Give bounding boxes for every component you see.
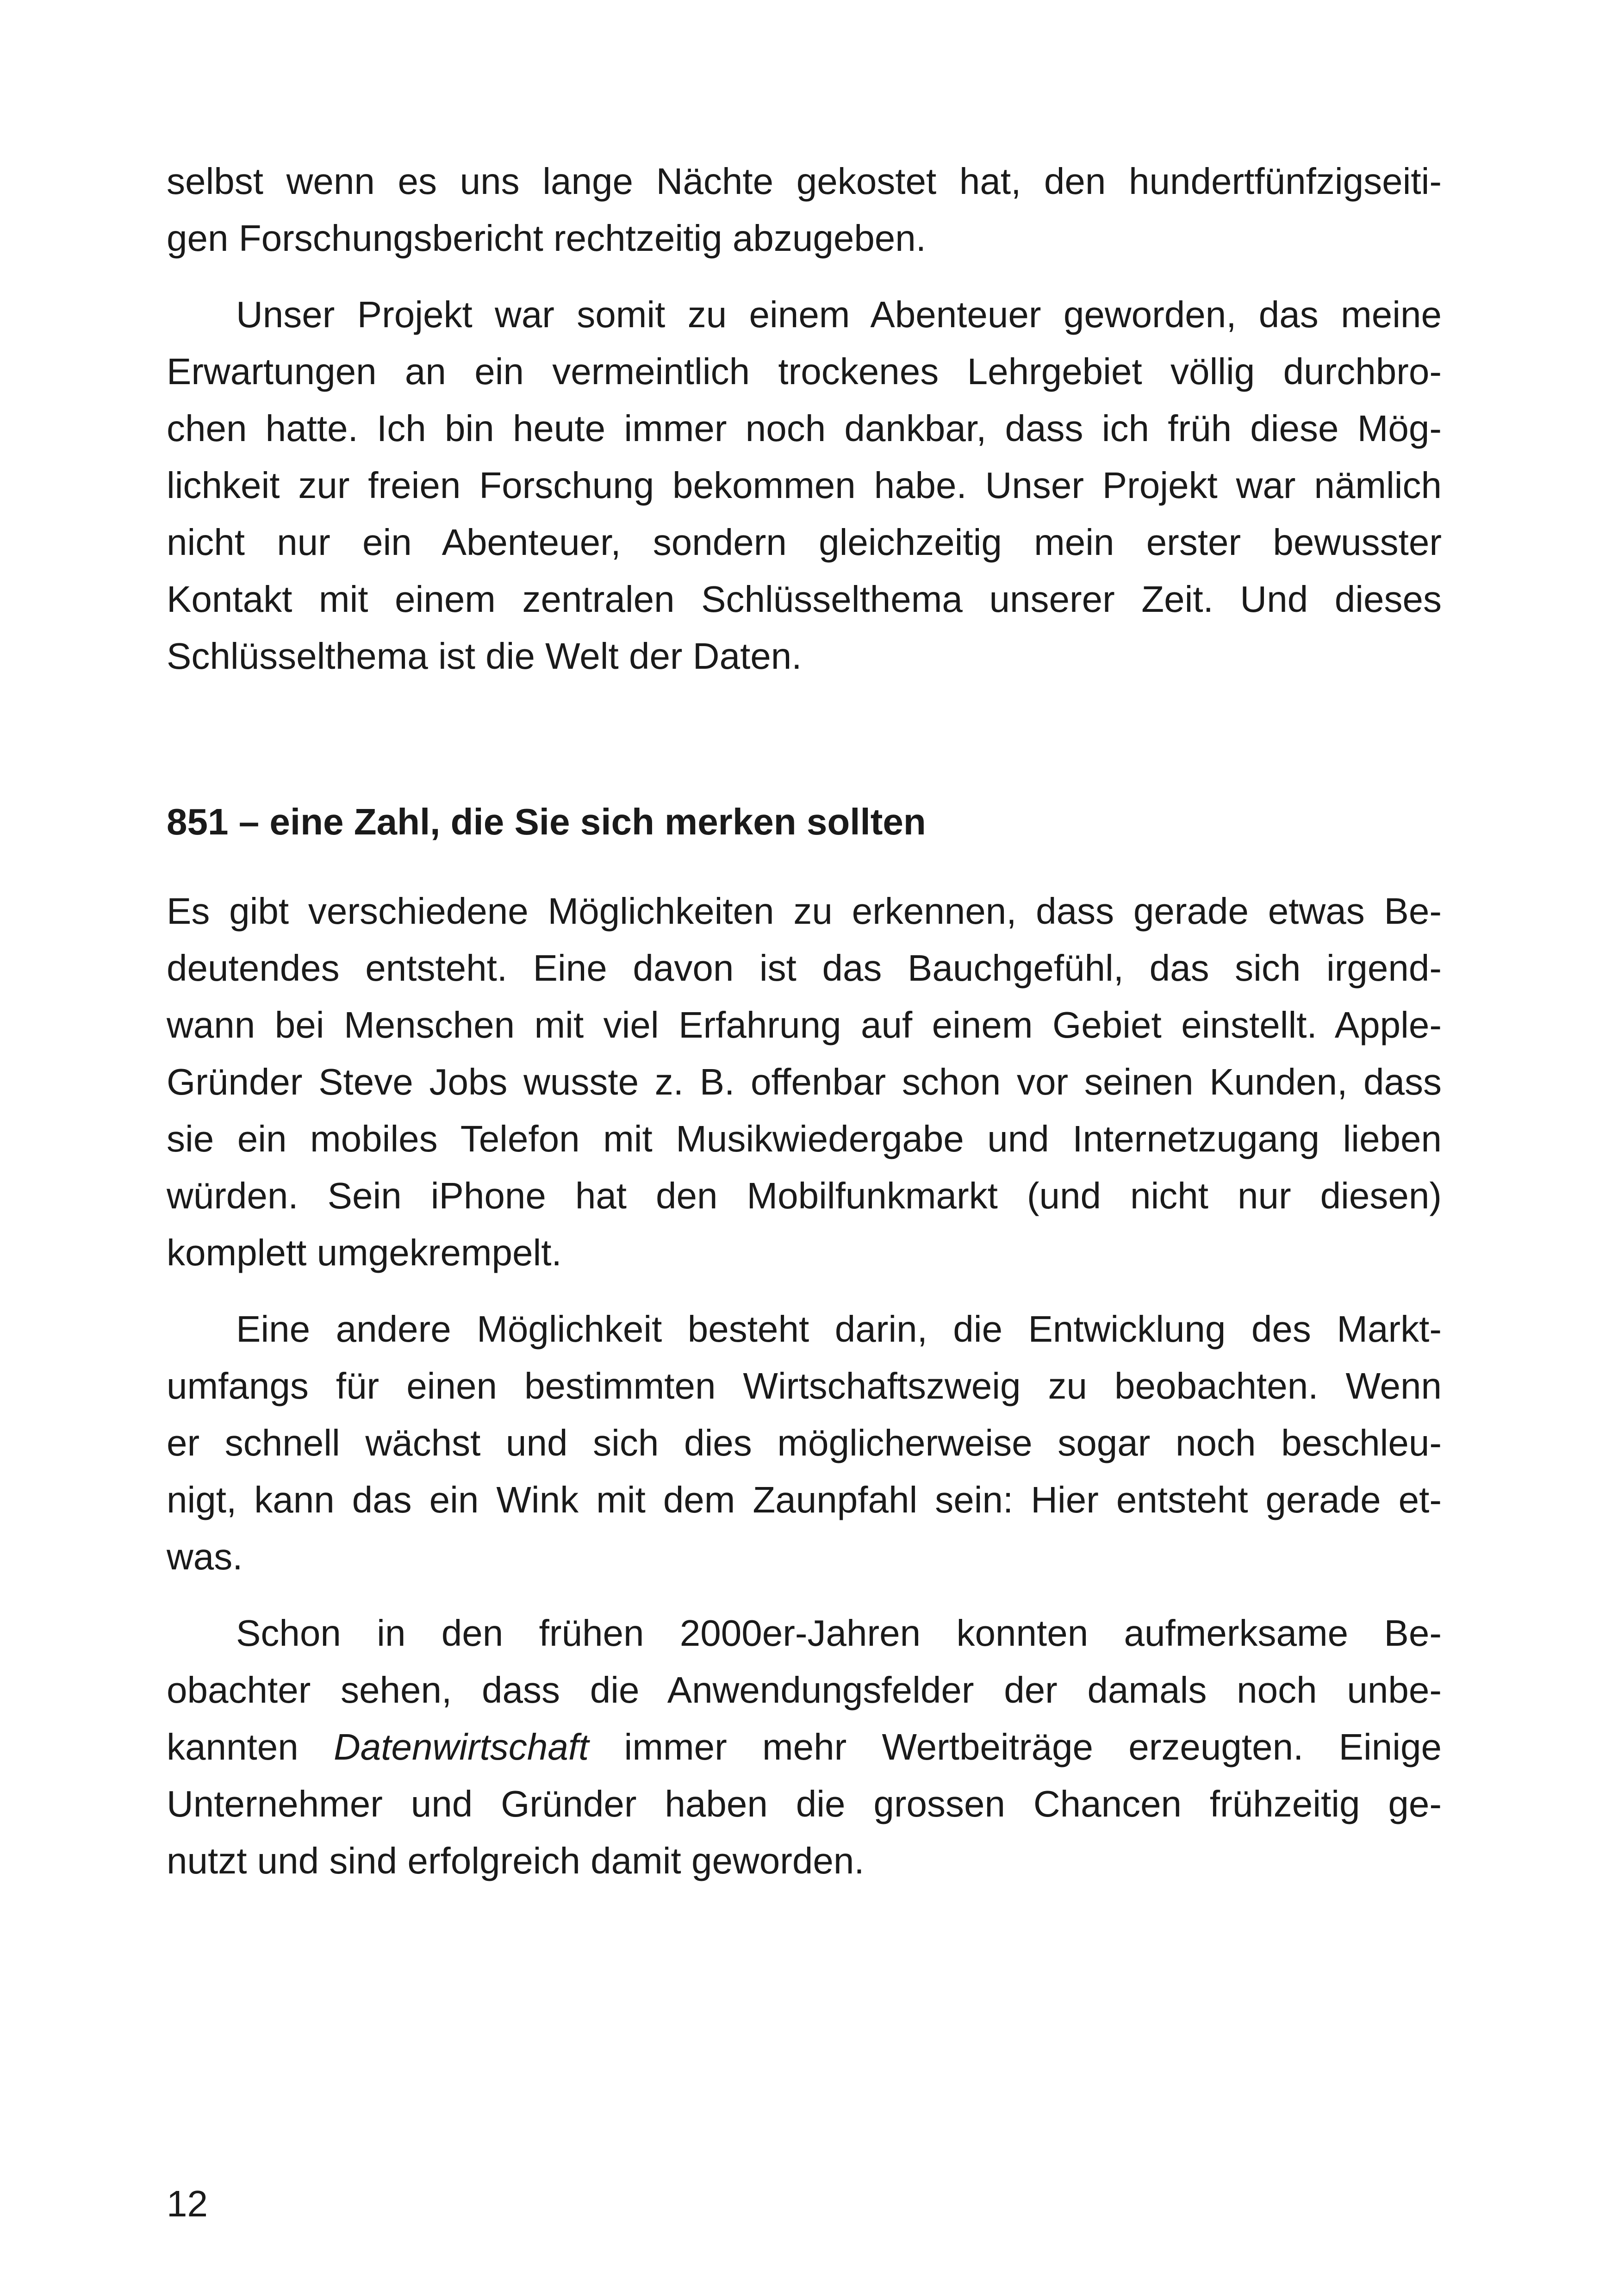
paragraph-line: er schnell wächst und sich dies möglicherweise sogar noch beschleu- — [167, 1422, 1442, 1463]
text-run: kannten — [167, 1726, 334, 1767]
text-run: immer mehr Wertbeiträge erzeugten. Einige — [589, 1726, 1442, 1767]
paragraph-line: nicht nur ein Abenteuer, sondern gleichzeitig mein erster bewusster — [167, 522, 1442, 563]
paragraph-projekt-abenteuer — [167, 286, 1442, 684]
paragraph-line: Schon in den frühen 2000er-Jahren konnten aufmerksame Be- — [236, 1612, 1442, 1654]
paragraph-line: umfangs für einen bestimmten Wirtschaftszweig zu beobachten. Wenn — [167, 1365, 1442, 1406]
paragraph-line: wann bei Menschen mit viel Erfahrung auf einem Gebiet einstellt. Apple- — [167, 1004, 1442, 1045]
paragraph-line: Kontakt mit einem zentralen Schlüsselthema unserer Zeit. Und dieses — [167, 579, 1442, 620]
paragraph-line: selbst wenn es uns lange Nächte gekostet hat, den hundertfünfzigseiti- — [167, 161, 1442, 202]
paragraph-moeglichkeiten — [167, 883, 1442, 1281]
paragraph-line: Unser Projekt war somit zu einem Abenteuer geworden, das meine — [236, 294, 1442, 335]
paragraph-line: deutendes entsteht. Eine davon ist das Bauchgefühl, das sich irgend- — [167, 947, 1442, 989]
paragraph-line: nigt, kann das ein Wink mit dem Zaunpfahl sein: Hier entsteht gerade et- — [167, 1479, 1442, 1520]
paragraph-line: gen Forschungsbericht rechtzeitig abzugeben. — [167, 218, 927, 259]
paragraph-line: Unternehmer und Gründer haben die grossen Chancen frühzeitig ge- — [167, 1783, 1442, 1824]
paragraph-line: chen hatte. Ich bin heute immer noch dankbar, dass ich früh diese Mög- — [167, 408, 1442, 449]
paragraph-line — [167, 1718, 1442, 1775]
paragraph-line: Schlüsselthema ist die Welt der Daten. — [167, 635, 802, 677]
paragraph-line: Eine andere Möglichkeit besteht darin, die Entwicklung des Markt- — [236, 1308, 1442, 1350]
intro-paragraph — [167, 153, 1442, 267]
paragraph-line: was. — [167, 1536, 243, 1577]
section-heading: 851 – eine Zahl, die Sie sich merken sollten — [167, 801, 926, 842]
paragraph-line: Es gibt verschiedene Möglichkeiten zu erkennen, dass gerade etwas Be- — [167, 890, 1442, 932]
emphasized-term: Datenwirtschaft — [333, 1726, 589, 1767]
paragraph-datenwirtschaft — [167, 1605, 1442, 1889]
paragraph-line: nutzt und sind erfolgreich damit geworden. — [167, 1840, 865, 1881]
paragraph-line: obachter sehen, dass die Anwendungsfelder der damals noch unbe- — [167, 1669, 1442, 1711]
paragraph-line: Erwartungen an ein vermeintlich trockenes Lehrgebiet völlig durchbro- — [167, 351, 1442, 392]
paragraph-marktumfang — [167, 1300, 1442, 1585]
page-number: 12 — [167, 2183, 208, 2224]
paragraph-line: lichkeit zur freien Forschung bekommen habe. Unser Projekt war nämlich — [167, 465, 1442, 506]
paragraph-line: würden. Sein iPhone hat den Mobilfunkmarkt (und nicht nur diesen) — [167, 1175, 1442, 1216]
paragraph-line: komplett umgekrempelt. — [167, 1232, 562, 1273]
paragraph-line: Gründer Steve Jobs wusste z. B. offenbar schon vor seinen Kunden, dass — [167, 1061, 1442, 1102]
paragraph-line: sie ein mobiles Telefon mit Musikwiedergabe und Internetzugang lieben — [167, 1118, 1442, 1159]
book-page-body — [167, 153, 1442, 1909]
